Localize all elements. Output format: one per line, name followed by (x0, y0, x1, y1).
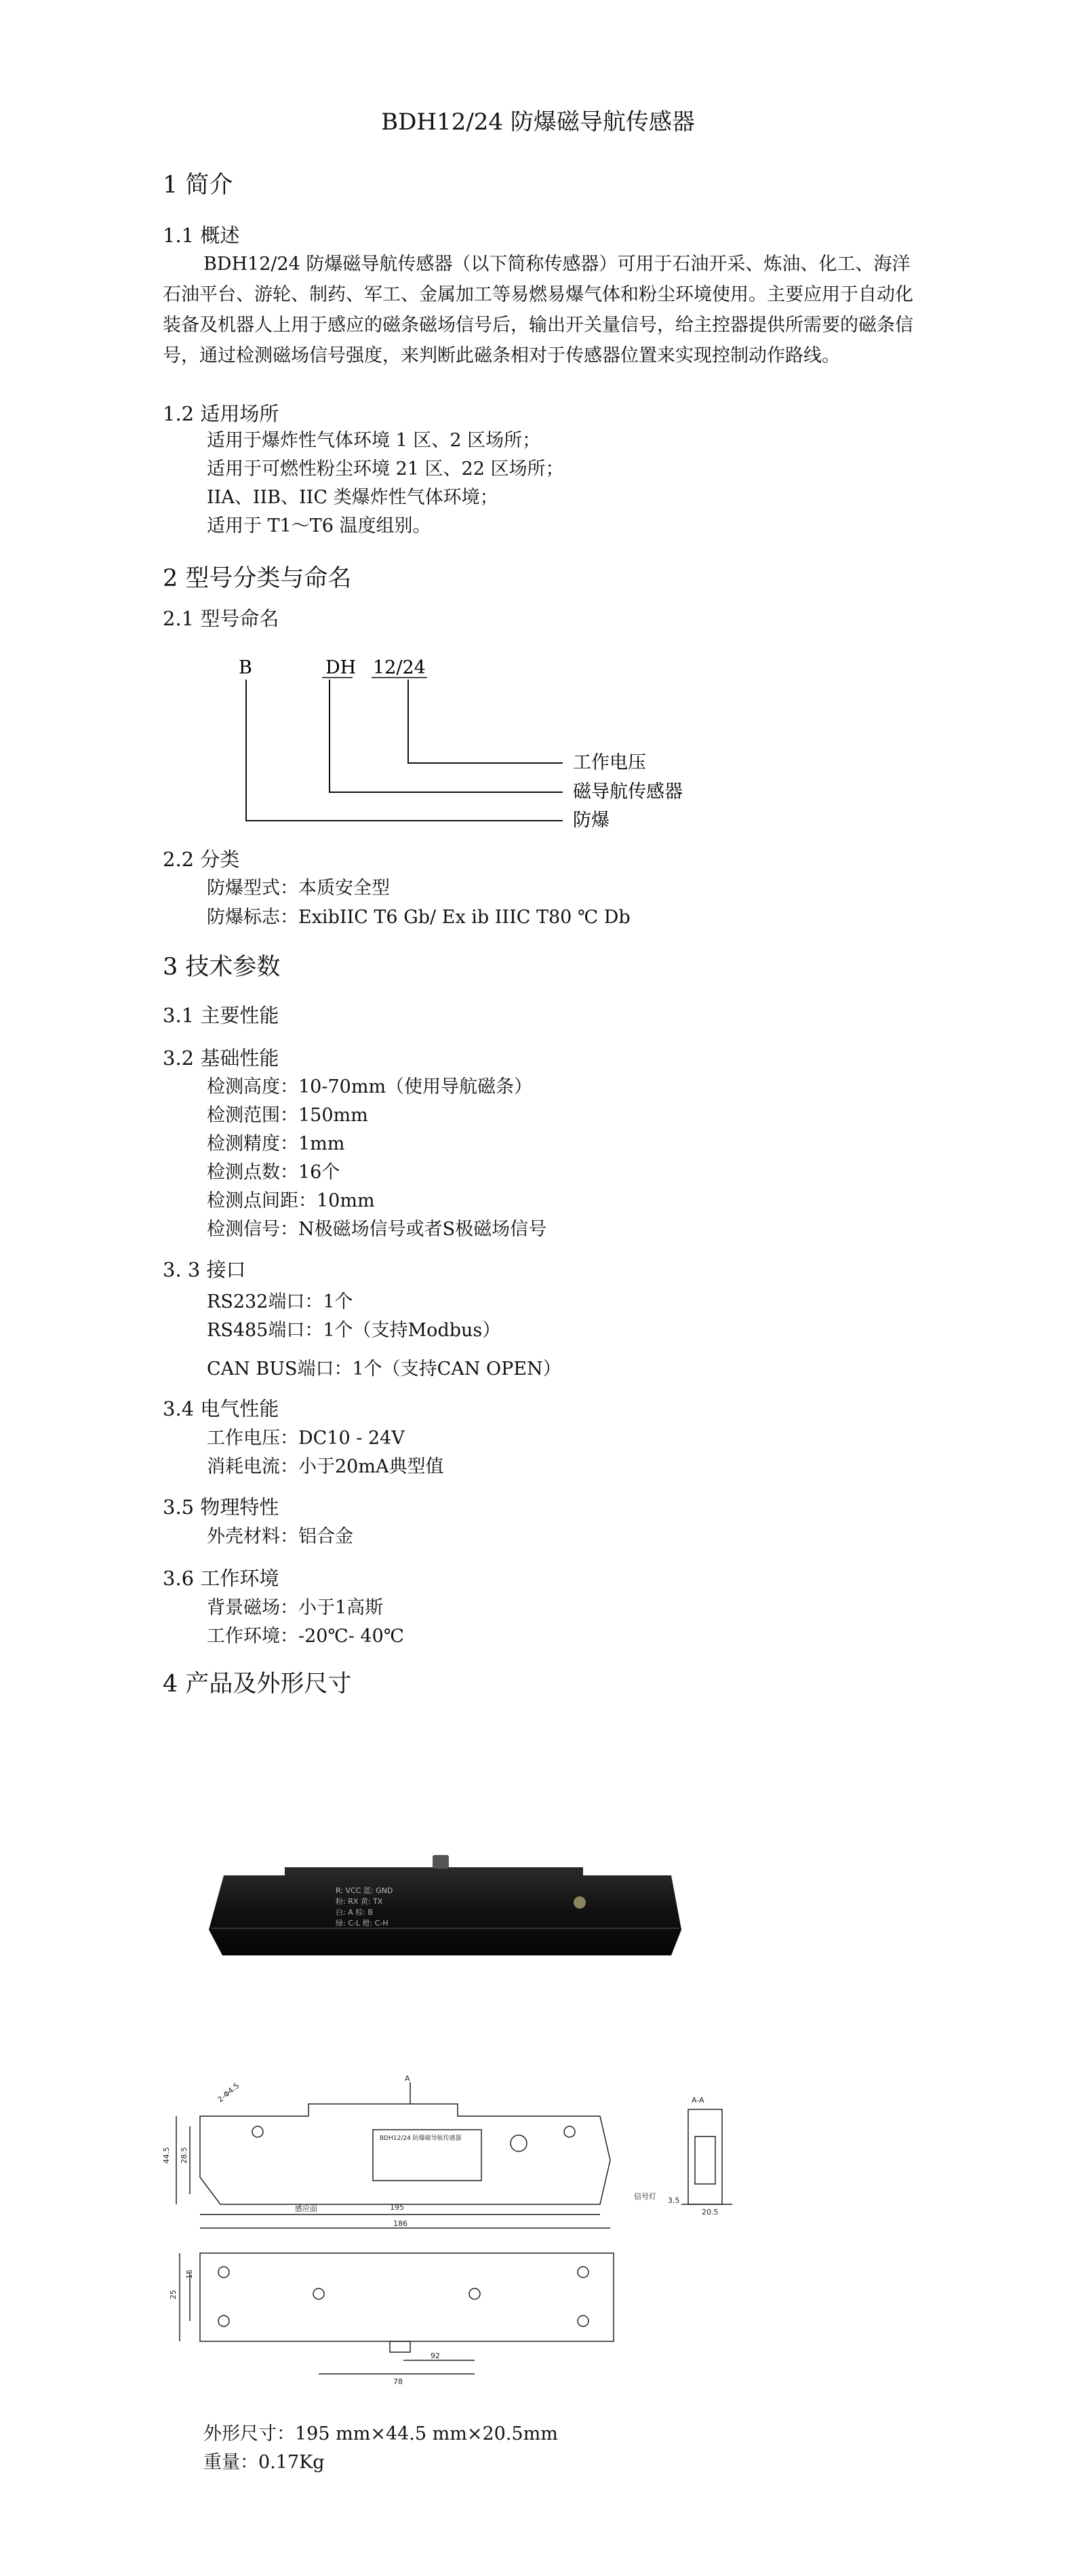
section-3-2-line: 检测高度：10-70mm（使用导航磁条） (207, 1076, 533, 1097)
naming-line-ex (246, 680, 563, 821)
section-2-2-heading: 2.2 分类 (163, 848, 240, 871)
drawing-dim-92: 92 (431, 2351, 440, 2360)
drawing-dim-28-5: 28.5 (180, 2147, 188, 2164)
naming-code-b: B (239, 657, 252, 678)
section-1-2-line: 适用于可燃性粉尘环境 21 区、22 区场所； (207, 458, 564, 480)
drawing-dim-44-5: 44.5 (162, 2147, 171, 2164)
section-1-2-line: 适用于 T1～T6 温度组别。 (207, 515, 431, 536)
drawing-label-signal: 信号灯 (634, 2192, 656, 2201)
model-naming-diagram (203, 651, 746, 834)
section-4-heading: 4 产品及外形尺寸 (163, 1671, 352, 1698)
section-3-3-heading: 3. 3 接口 (163, 1258, 246, 1281)
section-2-1-heading: 2.1 型号命名 (163, 607, 279, 630)
section-1-2-line: 适用于爆炸性气体环境 1 区、2 区场所； (207, 430, 541, 451)
mount-hole-right (564, 2126, 575, 2137)
drawing-mark-a: A (405, 2074, 410, 2083)
signal-light-icon (574, 1896, 586, 1909)
page-title: BDH12/24 防爆磁导航传感器 (381, 109, 695, 136)
drawing-dim-20-5: 20.5 (702, 2208, 719, 2217)
section-1-2-line: IIA、IIB、IIC 类爆炸性气体环境； (207, 487, 498, 508)
product-weight: 重量：0.17Kg (203, 2452, 325, 2473)
section-3-2-line: 检测精度：1mm (207, 1133, 345, 1154)
drawing-dim-15: 15 (185, 2269, 194, 2279)
connector-knob (433, 1855, 449, 1869)
drawing-plate-title: BDH12/24 防爆磁导航传感器 (380, 2135, 462, 2142)
section-1-1-paragraph (163, 249, 915, 371)
section-2-heading: 2 型号分类与命名 (163, 565, 352, 592)
section-3-3-line: RS232端口：1个 (207, 1291, 353, 1312)
section-3-3-line: CAN BUS端口：1个（支持CAN OPEN） (207, 1359, 561, 1380)
product-photo (203, 1841, 692, 1964)
section-3-2-line: 检测点数：16个 (207, 1162, 340, 1183)
section-2-2-line: 防爆型式：本质安全型 (207, 878, 390, 899)
naming-label-sensor: 磁导航传感器 (573, 781, 683, 802)
section-3-3-line: RS485端口：1个（支持Modbus） (207, 1320, 501, 1341)
section-3-2-line: 检测信号：N极磁场信号或者S极磁场信号 (207, 1219, 547, 1240)
drawing-hole-dim: 2-Φ4.5 (216, 2081, 241, 2105)
section-3-6-line: 工作环境：-20℃- 40℃ (207, 1626, 404, 1647)
naming-line-voltage (408, 680, 563, 763)
section-3-2-heading: 3.2 基础性能 (163, 1047, 279, 1070)
section-1-2-heading: 1.2 适用场所 (163, 402, 279, 425)
section-3-6-heading: 3.6 工作环境 (163, 1567, 279, 1590)
top-view-outline (200, 2104, 610, 2204)
photo-label: 粉: RX 黄: TX (336, 1897, 383, 1906)
naming-label-voltage: 工作电压 (573, 752, 646, 773)
drawing-section-label: A-A (692, 2096, 704, 2105)
drawing-dim-195: 195 (390, 2203, 404, 2212)
naming-line-sensor (330, 680, 563, 792)
section-3-4-line: 工作电压：DC10 - 24V (207, 1428, 405, 1449)
section-3-2-line: 检测点间距：10mm (207, 1190, 375, 1211)
dimension-drawing (162, 2074, 770, 2394)
section-1-heading: 1 简介 (163, 172, 233, 199)
naming-label-ex: 防爆 (573, 810, 610, 831)
drawing-label-sensor-face: 感应面 (295, 2204, 317, 2213)
bottom-view-outline (200, 2253, 614, 2341)
mount-hole-left (252, 2126, 263, 2137)
photo-label: R: VCC 蓝: GND (336, 1886, 393, 1895)
section-2-2-line: 防爆标志：ExibIIC T6 Gb/ Ex ib IIIC T80 ℃ Db (207, 907, 631, 928)
section-3-6-line: 背景磁场：小于1高斯 (207, 1597, 384, 1618)
section-3-2-line: 检测范围：150mm (207, 1105, 368, 1126)
naming-code-num: 12/24 (373, 657, 426, 678)
section-3-1-heading: 3.1 主要性能 (163, 1004, 279, 1027)
section-1-1-heading: 1.1 概述 (163, 224, 240, 247)
sensor-housing (209, 1867, 681, 1955)
drawing-dim-3-5: 3.5 (668, 2196, 680, 2205)
drawing-dim-78: 78 (393, 2377, 403, 2386)
section-1-1-text: BDH12/24 防爆磁导航传感器（以下简称传感器）可用于石油开采、炼油、化工、海洋石油平台、游轮、制药、军工、金属加工等易燃易爆气体和粉尘环境使用。主要应用于自动化装备及机器人上用于感应的磁条磁场信号后，输出开关量信号，给主控器提供所需要的磁条信号，通过检测磁场信号强度，来判断此磁条相对于传感器位置来实现控制动作路线。 (163, 254, 913, 366)
section-3-4-heading: 3.4 电气性能 (163, 1397, 279, 1420)
section-3-5-heading: 3.5 物理特性 (163, 1496, 279, 1519)
section-3-4-line: 消耗电流：小于20mA典型值 (207, 1456, 444, 1477)
section-3-5-line: 外壳材料：铝合金 (207, 1526, 353, 1547)
drawing-dim-25: 25 (169, 2290, 178, 2299)
naming-code-dh: DH (325, 657, 357, 678)
outline-dimensions: 外形尺寸：195 mm×44.5 mm×20.5mm (203, 2423, 558, 2444)
photo-label: 白: A 棕: B (336, 1908, 373, 1917)
section-3-heading: 3 技术参数 (163, 954, 281, 981)
photo-label: 绿: C-L 橙: C-H (336, 1919, 388, 1928)
drawing-dim-186: 186 (393, 2219, 407, 2228)
